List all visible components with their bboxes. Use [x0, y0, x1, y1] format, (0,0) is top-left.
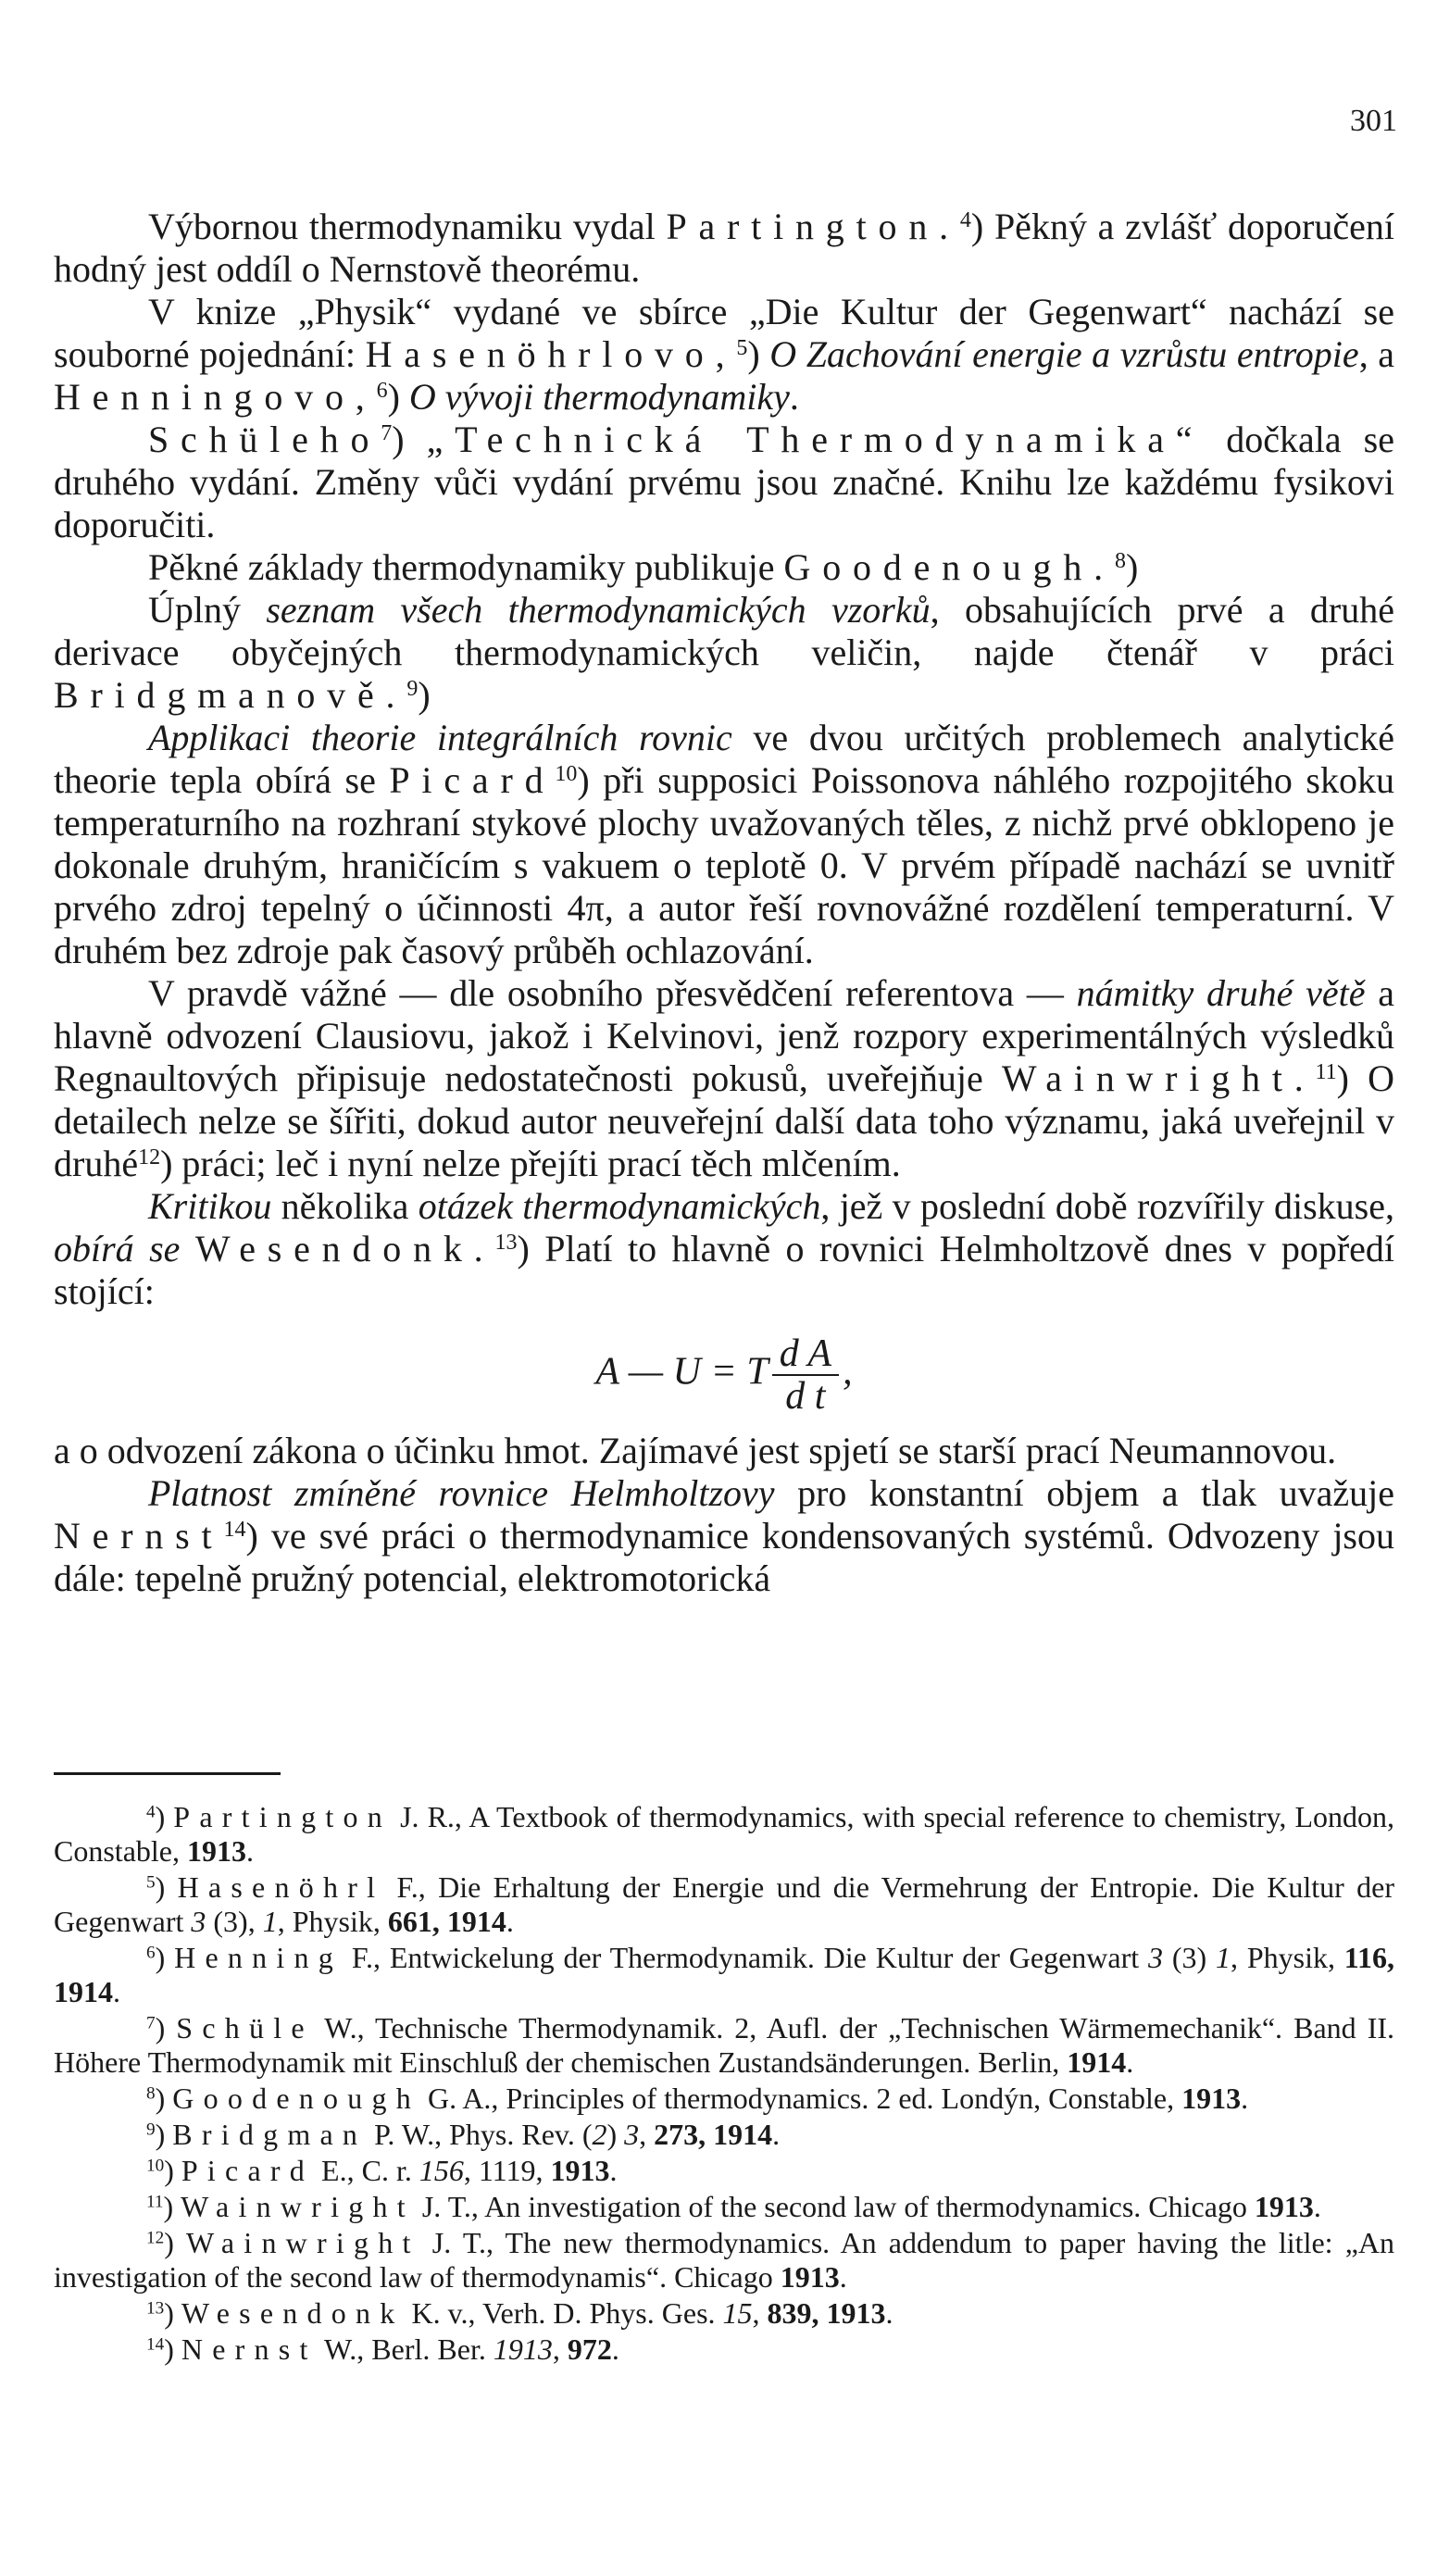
footnote-8: $^8$) Goodenough G. A., Principles of thermodynamics. 2 ed. Londýn, Constable, 1913. — [146, 2082, 1249, 2115]
author-name: Wesendonk. — [194, 1228, 495, 1269]
footnote-ref: 7 — [381, 420, 393, 445]
footnote-13: $^{13}$) Wesendonk K. v., Verh. D. Phys. Ges. 15, 839, 1913. — [146, 2296, 893, 2330]
author-name: Goodenough. — [783, 546, 1115, 588]
helmholtz-equation: A — U = T $\frac{\text{d A}}{\text{d t}}$ , — [595, 1332, 853, 1418]
footnote-6: $^6$) Henning F., Entwickelung der Thermodynamik. Die Kultur der Gegenwart 3 (3) 1, Physik, 116, 1914. — [54, 1941, 1395, 2008]
paragraph-physik: V knize „Physik“ vydané ve sbírce „Die Kultur der Gegenwart“ nachází se souborné pojednání: Hasenöhrlovo,$^5$) O Zachování energie a vzrůstu entropie, a Henningovo,$^6$) O vývoji thermodynamiky. — [54, 291, 1394, 418]
author-name: Nernst — [54, 1515, 224, 1557]
paragraph-picard: Applikaci theorie integrálních rovnic ve dvou určitých problemech analytické theorie tepla obírá se Picard$^{10}$) při supposici Poissonova náhlého rozpojitého skoku temperaturního na rozhraní stykové plochy uvažovaných těles, z nichž prvé obklopeno je dokonale druhým, hraničícím s vakuem o teplotě 0. V prvém případě nachází se uvnitř prvého zdroj tepelný o účinnosti 4π, a autor řeší rovnovážné rozdělení temperaturní. V druhém bez zdroje pak časový průběh ochlazování. — [54, 717, 1394, 971]
footnote-9: $^9$) Bridgman P. W., Phys. Rev. (2) 3, 273, 1914. — [146, 2118, 781, 2151]
author-name: Schüleho — [148, 419, 381, 460]
paragraph-bridgman: Úplný seznam všech thermodynamických vzorků, obsahujících prvé a druhé derivace obyčejných thermodynamických veličin, najde čtenář v práci Bridgmanově.$^9$) — [54, 589, 1394, 716]
author-name: Henningovo, — [54, 376, 377, 418]
fraction: $\frac{\text{d A}}{\text{d t}}$ — [772, 1333, 839, 1417]
footnote-4: $^4$) Partington J. R., A Textbook of thermodynamics, with special reference to chemistry, London, Constable, 1913. — [54, 1800, 1394, 1868]
footnote-ref: 10 — [555, 761, 578, 786]
paragraph-nernst: Platnost zmíněné rovnice Helmholtzovy pro konstantní objem a tlak uvažuje Nernst$^{14}$) ve své práci o thermodynamice kondensovaných systémů. Odvozeny jsou dále: tepelně pružný potencial, elektromotorická — [54, 1472, 1394, 1599]
paragraph-schule: Schüleho$^7$) „Technická Thermodynamika“ dočkala se druhého vydání. Změny vůči vydání prvému jsou značné. Knihu lze každému fysikovi doporučiti. — [54, 419, 1394, 545]
footnote-ref: 13 — [494, 1230, 518, 1255]
footnote-ref: 14 — [223, 1517, 246, 1542]
footnote-11: $^{11}$) Wainwright J. T., An investigation of the second law of thermodynamics. Chicago 1913. — [146, 2190, 1321, 2223]
author-name: Picard — [389, 759, 556, 801]
footnotes — [54, 1800, 1394, 2369]
main-text — [54, 206, 1394, 1600]
paragraph-continuation: a o odvození zákona o účinku hmot. Zajímavé jest spjetí se starší prací Neumannovou. — [54, 1430, 1337, 1471]
paragraph-wainwright: V pravdě vážné — dle osobního přesvědčení referentova — námitky druhé větě a hlavně odvození Clausiovu, jakož i Kelvinovi, jenž rozpory experimentálných výsledků Regnaultových připisuje nedostatečnosti pokusů, uveřejňuje Wainwright.$^{11}$) O detailech nelze se šířiti, dokud autor neuveřejní další data toho významu, jaká uveřejnil v druhé$^{12}$) práci; leč i nyní nelze přejíti prací těch mlčením. — [54, 972, 1394, 1184]
footnote-ref: 8 — [1114, 548, 1126, 573]
paragraph-wesendonk: Kritikou několika otázek thermodynamických, jež v poslední době rozvířily diskuse, obírá se Wesendonk.$^{13}$) Platí to hlavně o rovnici Helmholtzově dnes v popředí stojící: — [54, 1185, 1395, 1312]
paragraph-goodenough: Pěkné základy thermodynamiky publikuje Goodenough.$^8$) — [148, 546, 1139, 588]
footnote-ref: 9 — [406, 676, 419, 701]
footnote-ref: 4 — [959, 207, 971, 232]
footnote-ref: 12 — [138, 1144, 161, 1169]
author-name: Partington. — [666, 206, 960, 247]
footnote-ref: 6 — [376, 378, 388, 403]
footnote-12: $^{12}$) Wainwright J. T., The new thermodynamics. An addendum to paper having the litle: „An investigation of the second law of thermodynamis“. Chicago 1913. — [54, 2226, 1395, 2294]
page-number: 301 — [1350, 104, 1397, 138]
footnote-ref: 11 — [1315, 1059, 1337, 1084]
footnote-10: $^{10}$) Picard E., C. r. 156, 1119, 1913. — [146, 2154, 618, 2187]
footnote-ref: 5 — [736, 335, 748, 360]
paragraph-partington: Výbornou thermodynamiku vydal Partington.$^4$) Pěkný a zvlášť doporučení hodný jest oddíl o Nernstově theorému. — [54, 206, 1395, 290]
author-name: Bridgmanově. — [54, 674, 407, 716]
author-name: Hasenöhrlovo, — [365, 333, 737, 375]
footnote-14: $^{14}$) Nernst W., Berl. Ber. 1913, 972. — [146, 2332, 619, 2366]
footnote-7: $^7$) Schüle W., Technische Thermodynamik. 2, Aufl. der „Technischen Wärmemechanik“. Band II. Höhere Thermodynamik mit Einschluß der chemischen Zustandsänderungen. Berlin, 1914. — [54, 2011, 1395, 2079]
author-name: Wainwright. — [1001, 1057, 1316, 1099]
footnote-rule — [54, 1772, 281, 1775]
footnote-5: $^5$) Hasenöhrl F., Die Erhaltung der Energie und die Vermehrung der Entropie. Die Kultur der Gegenwart 3 (3), 1, Physik, 661, 1914. — [54, 1870, 1395, 1938]
